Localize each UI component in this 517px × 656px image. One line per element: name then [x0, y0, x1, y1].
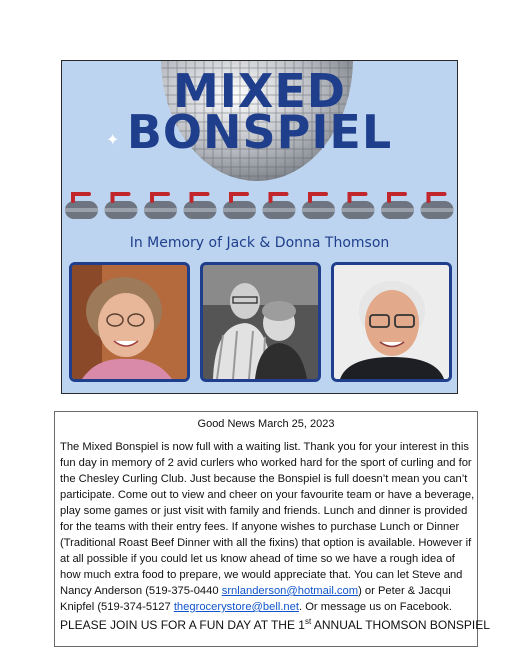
- curling-stone-icon: [184, 194, 217, 219]
- curling-stones-row: [62, 189, 458, 223]
- poster-title-line1: MIXED: [173, 64, 346, 118]
- notice-body-text: The Mixed Bonspiel is now full with a waiting list. Thank you for your interest in this fun day in memory of 2 avid curlers who worked hard for the sport of curling and for the Chesley Curling Club. Just because the Bonspiel is full doesn’t mean you can’t participate. Come out to view and cheer on your favourite team or have a beverage, play some games or just visit with family and friends. Lunch and dinner is provided for the teams with their entry fees. If anyone wishes to purchase Lunch or Dinner (Traditional Roast Beef Dinner with all the fixins) that option is available. However if at all possible if you could let us know ahead of time so we have a rough idea of how much extra food to prepare, we would appreciate that. You can let Steve and Nancy Anderson (519-375-0440: [60, 441, 475, 597]
- notice-body: [60, 439, 476, 615]
- curling-stone-icon: [105, 194, 138, 219]
- curling-stone-icon: [421, 194, 454, 219]
- notice-heading: Good News March 25, 2023: [197, 418, 335, 430]
- woman-portrait-photo: [69, 262, 190, 382]
- footer-text-2: ANNUAL THOMSON BONSPIEL: [311, 618, 490, 632]
- man-portrait-photo: [331, 262, 452, 382]
- footer-text: PLEASE JOIN US FOR A FUN DAY AT THE 1: [60, 618, 305, 632]
- email-link-knipfel[interactable]: thegrocerystore@bell.net: [173, 601, 299, 613]
- curling-stone-icon: [65, 194, 98, 219]
- event-poster: [61, 60, 458, 394]
- curling-stone-icon: [223, 194, 256, 219]
- curling-stone-icon: [302, 194, 335, 219]
- notice-box: [54, 411, 490, 647]
- sparkle-icon: ✦: [106, 132, 120, 149]
- email-link-anderson[interactable]: srnlanderson@hotmail.com: [221, 585, 359, 597]
- memorial-subtitle: In Memory of Jack & Donna Thomson: [129, 235, 390, 251]
- notice-body-text-2: ) or Peter & Jacqui Knipfel (519-374-5127: [60, 585, 451, 613]
- curling-stone-icon: [342, 194, 375, 219]
- curling-stone-icon: [144, 194, 177, 219]
- notice-body-text-3: . Or message us on Facebook.: [299, 601, 452, 613]
- poster-title-line2: BONSPIEL: [126, 105, 393, 159]
- footer-ordinal: st: [304, 617, 312, 626]
- curling-stone-icon: [263, 194, 296, 219]
- couple-portrait-photo: [200, 262, 321, 382]
- curling-stone-icon: [381, 194, 414, 219]
- notice-footer: [60, 618, 490, 633]
